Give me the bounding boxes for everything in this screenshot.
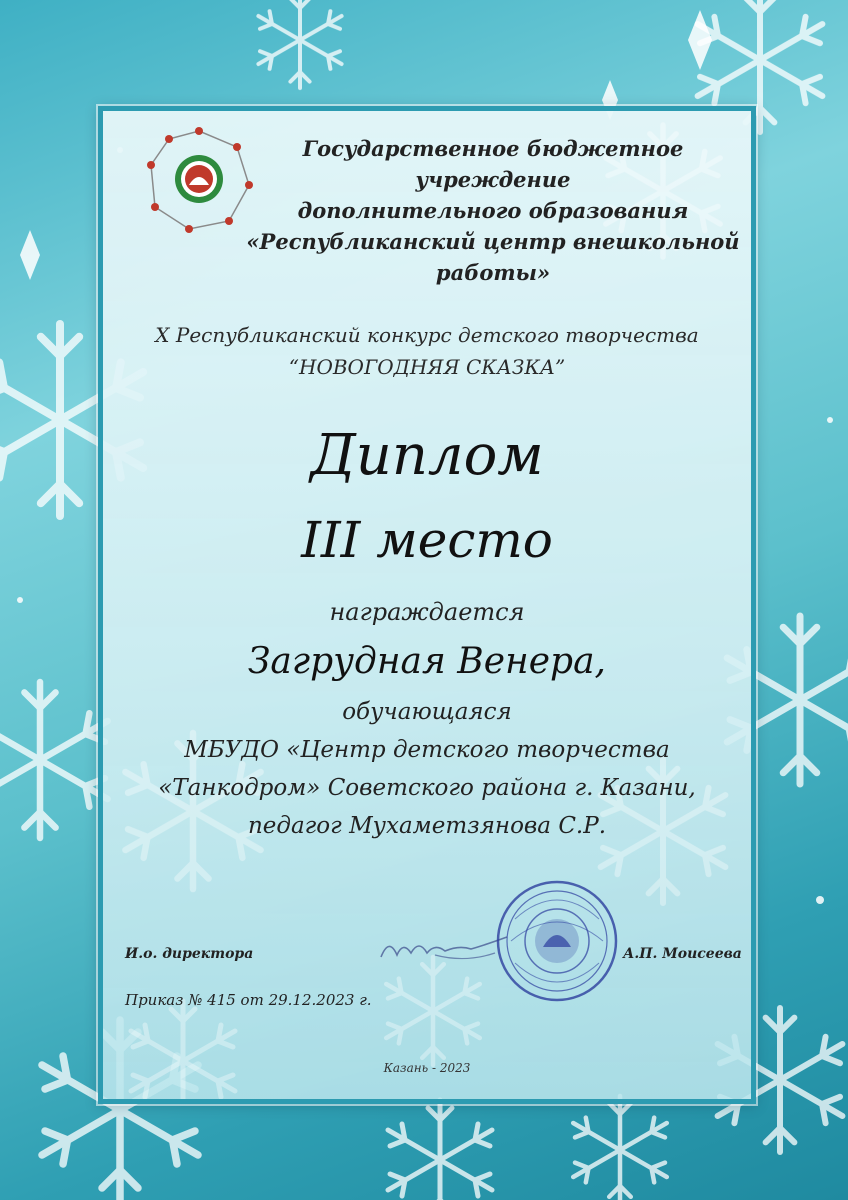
contest-line-2: “НОВОГОДНЯЯ СКАЗКА” <box>288 355 566 379</box>
organization-line-2: дополнительного образования <box>297 198 689 223</box>
organization-logo <box>145 125 253 233</box>
director-name: А.П. Моисеева <box>623 946 742 962</box>
city-year: Казань - 2023 <box>383 1061 471 1075</box>
recipient-status: обучающаяся <box>342 699 512 725</box>
teacher-name: педагог Мухаметзянова С.Р. <box>247 813 607 839</box>
recipient-name: Загрудная Венера, <box>247 641 606 682</box>
diploma-panel <box>98 106 756 1104</box>
contest-line-1: X Республиканский конкурс детского творчества <box>155 323 699 347</box>
recipient-details <box>103 693 751 845</box>
official-stamp <box>495 879 619 1003</box>
institution-line-2: «Танкодром» Советского района г. Казани, <box>158 775 696 801</box>
institution-line-1: МБУДО «Центр детского творчества <box>184 737 670 763</box>
contest-title <box>103 319 751 383</box>
handwritten-signature <box>375 923 515 973</box>
awarded-text: награждается <box>329 598 525 626</box>
organization-name <box>243 133 743 288</box>
diploma-place: III место <box>301 511 553 569</box>
organization-line-3: «Республиканский центр внешкольной работы» <box>246 229 740 285</box>
director-label: И.о. директора <box>125 946 254 962</box>
diploma-title: Диплом <box>310 423 544 488</box>
organization-line-1: Государственное бюджетное учреждение <box>302 136 684 192</box>
order-reference: Приказ № 415 от 29.12.2023 г. <box>125 991 372 1009</box>
